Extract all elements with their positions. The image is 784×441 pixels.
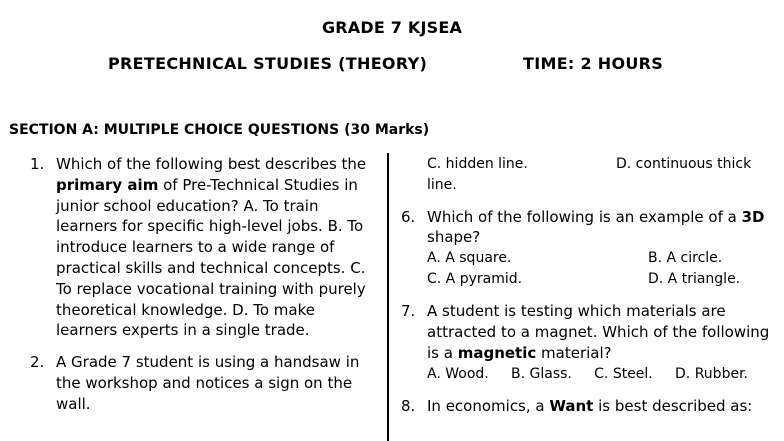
- question-text: material?: [536, 343, 612, 362]
- option-a: A. Wood.: [427, 365, 489, 382]
- section-heading: SECTION A: MULTIPLE CHOICE QUESTIONS (30 Marks): [9, 122, 430, 138]
- question-emphasis: primary aim: [56, 175, 159, 194]
- question-number: 8.: [401, 396, 416, 415]
- question-6: [401, 207, 777, 291]
- option-c: C. Steel.: [594, 365, 653, 382]
- option-d: D. Rubber.: [675, 365, 748, 382]
- option-d: D. continuous thick line.: [427, 156, 752, 193]
- question-2: [30, 352, 375, 414]
- question-8: [401, 396, 777, 417]
- option-b: B. A circle.: [648, 250, 723, 267]
- question-text: of Pre-Technical Studies in junior school education? A. To train learners for specific high-level jobs. B. To introduce learners to a wide range of practical skills and technical concepts. C. To replace vocational training with purely theoretical knowledge. D. To make learners experts in a single trade.: [56, 175, 366, 340]
- option-b: B. Glass.: [511, 365, 572, 382]
- question-text: A Grade 7 student is using a handsaw in the workshop and notices a sign on the wall.: [56, 353, 360, 413]
- option-d: D. A triangle.: [648, 271, 741, 288]
- question-1: [30, 154, 375, 341]
- question-number: 2.: [30, 353, 45, 372]
- option-a: A. A square.: [427, 250, 512, 267]
- question-number: 7.: [401, 302, 416, 321]
- question-text: In economics, a: [427, 396, 550, 415]
- question-emphasis: magnetic: [457, 343, 537, 362]
- question-text: Which of the following best describes the: [56, 155, 367, 173]
- option-c: C. A pyramid.: [427, 271, 523, 288]
- question-emphasis: 3D: [741, 207, 765, 226]
- subject-title: PRETECHNICAL STUDIES (THEORY): [108, 54, 428, 73]
- question-7: [401, 301, 777, 384]
- options: [427, 364, 777, 385]
- options-row-1: [427, 248, 777, 269]
- right-column: [401, 154, 777, 416]
- question-text: A student is testing which materials are attracted to a magnet. Which of the following is a: [427, 302, 770, 362]
- time-allowed: TIME: 2 HOURS: [523, 54, 664, 73]
- question-number: 1.: [30, 155, 45, 173]
- left-column: [30, 154, 375, 415]
- option-c: C. hidden line.: [427, 156, 528, 172]
- question-emphasis: Want: [549, 396, 594, 415]
- exam-title: GRADE 7 KJSEA: [321, 18, 463, 37]
- question-number: 6.: [401, 207, 416, 226]
- question-text: is best described as:: [593, 396, 753, 415]
- column-divider: [387, 153, 389, 441]
- question-5-continued: [401, 154, 777, 196]
- question-text: shape?: [427, 228, 481, 247]
- options-row-2: [427, 269, 777, 290]
- question-text: Which of the following is an example of a: [427, 207, 742, 226]
